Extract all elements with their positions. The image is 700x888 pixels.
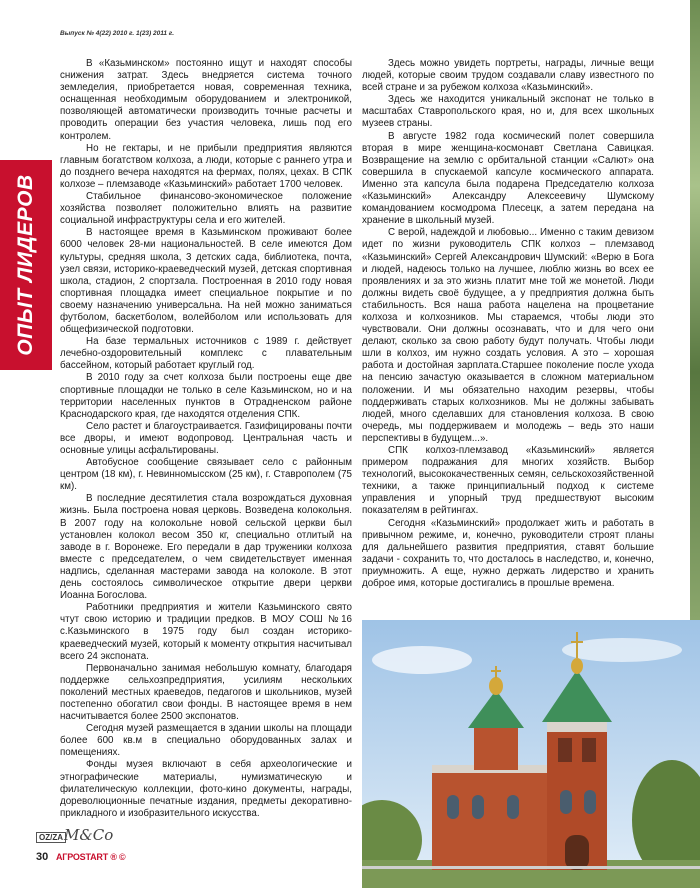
paragraph: Работники предприятия и жители Казьминского свято чтут свою историю и традиции предков. В МОУ СОШ №16 с.Казьминского в 1975 году был создан историко-краеведческий музей, который к моменту открытия насчитывал всего 24 экспоната. <box>60 602 352 662</box>
paragraph: Сегодня «Казьминский» продолжает жить и работать в привычном режиме, и, конечно, руководители строят планы для дальнейшего развития предприятия, ставят большие задачи - сохранить то, что досталось в наследство, и, конечно, приумножить. А еще, нужно держать лидерство и хранить доброе имя, которые достигались в прошлые времена. <box>362 517 654 590</box>
paragraph: Здесь же находится уникальный экспонат не только в масштабах Ставропольского края, но и, для всех школьных музеев страны. <box>362 94 654 130</box>
paragraph: С верой, надеждой и любовью... Именно с таким девизом идет по жизни руководитель СПК колхоз – племзавод «Казьминский» Сергей Александрович Шумский: «Верю в Бога и людей, надеюсь только на лучшее, люблю жизнь во всех ее проявлениях и за это жизнь платит мне той же монетой. Люди должны видеть своё будущее, а у предприятия должна быть стабильность. Вся наша работа нацелена на процветание колхоза и колхозников. Мы стараемся, чтобы люди это чувствовали. Они должны осознавать, что и для чего они делают, сколько за свою работу будут получать. Чтобы люди шли в колхоз, им нужно создать условия. А это – хорошая работа и достойная зарплата.Старшее поколение после ухода на пенсию зачастую оказывается в сложном материальном положении. И мы обязательно находим резервы, чтобы поддерживать старых колхозников. Мы не должны забывать людей, много сделавших для становления колхоза. В свою очередь, мы поддерживаем и молодежь – ведь это наши перспективы в будущем...». <box>362 227 654 444</box>
paragraph: Но не гектары, и не прибыли предприятия являются главным богатством колхоза, а люди, которые с раннего утра и до позднего вечера находятся на фермах, полях, цехах. В СПК колхозе – племзаводе «Казьминский» работает 1700 человек. <box>60 142 352 190</box>
section-label: ОПЫТ ЛИДЕРОВ <box>14 174 37 356</box>
paragraph: Стабильное финансово-экономическое положение хозяйства позволяет положительно влиять на развитие социальной инфраструктуры села и его жителей. <box>60 191 352 227</box>
paragraph: На базе термальных источников с 1989 г. действует лечебно-оздоровительный комплекс с плавательным бассейном, который работает круглый год. <box>60 336 352 372</box>
paragraph: В настоящее время в Казьминском проживают более 6000 человек 28-ми национальностей. В селе имеются Дом культуры, средняя школа, 3 детских сада, библиотека, почта, узел связи, историко-краеведческий музей, детская спортивная школа, стадион, 2 спортзала. Построенная в 2010 году новая спортивная площадка имеет специальное покрытие и по своему назначению универсальна. На ней можно заниматься футболом, баскетболом, волейболом или использовать для общефизической подготовки. <box>60 227 352 336</box>
paragraph: В августе 1982 года космический полет совершила вторая в мире женщина-космонавт Светлана Савицкая. Возвращение на землю с орбитальной станции «Салют» она совершила в спускаемой капсуле космического аппарата. Именно эта капсула была подарена Председателю колхоза «Казьминский» Александру Алексеевичу Шумскому командованием космодрома Плесецк, а затем передана на хранение в школьный музей. <box>362 130 654 227</box>
edge-photo-strip <box>690 0 700 620</box>
paragraph: СПК колхоз-племзавод «Казьминский» является примером подражания для многих хозяйств. Выбор технологий, высококачественных семян, сельскохозяйственной техники, а также принципиальный подход к системе управления и упорный труд предшествуют высоким показателям в рейтингах. <box>362 445 654 517</box>
paragraph: В последние десятилетия стала возрождаться духовная жизнь. Была построена новая церковь. Возведена колокольня. В 2007 году на колокольне новой сельской церкви был установлен колокол весом 350 кг, специально отлитый на заводе в г. Воронеже. Его передали в дар труженики колхоза вместе с председателем, о чем свидетельствует именная надпись, сделанная мастерами завода на колоколе. В этот день состоялось символическое открытие двери церкви Иоанна Богослова. <box>60 493 352 602</box>
issue-line: Выпуск № 4(22) 2010 г. 1(23) 2011 г. <box>60 30 174 37</box>
church-photo <box>362 620 700 888</box>
paragraph: Первоначально занимая небольшую комнату, благодаря поддержке сельхозпредприятия, усилиям нескольких поколений местных краеведов, педагогов и школьников, музей постепенно обогатил свои фонды. В настоящее время в нем насчитывается более 2500 экспонатов. <box>60 662 352 723</box>
agrostart-logo: АГРОSTART ® © <box>56 852 126 862</box>
paragraph: Сегодня музей размещается в здании школы на площади более 600 кв.м в специально оборудованных залах и помещениях. <box>60 723 352 759</box>
paragraph: Автобусное сообщение связывает село с районным центром (18 км), г. Невинномысском (25 км), г. Ставрополем (75 км). <box>60 457 352 493</box>
paragraph: Село растет и благоустраивается. Газифицированы почти все дворы, и имеют водопровод. Центральная часть и основные улицы асфальтированы. <box>60 420 352 456</box>
ozza-logo: OZ/ZA <box>36 832 66 843</box>
page-number: 30 <box>36 851 49 863</box>
paragraph: Здесь можно увидеть портреты, награды, личные вещи людей, которые своим трудом создавали славу известного по всей стране и за рубежом колхоза «Казьминский». <box>362 58 654 94</box>
paragraph: Фонды музея включают в себя археологические и этнографические материалы, нумизматическую и филателическую коллекции, фото-кино документы, награды, дореволюционные печатные издания, предметы декоративно-прикладного и изобразительного искусства. <box>60 759 352 819</box>
right-column <box>362 58 654 603</box>
left-column <box>60 58 352 828</box>
mco-logo: M&Co <box>64 826 114 844</box>
church-illustration <box>362 620 700 888</box>
paragraph: В «Казьминском» постоянно ищут и находят способы снижения затрат. Здесь внедряется система точного земледелия, приобретается новая, современная техника, оснащенная необходимым оборудованием и электроникой, позволяющей автоматически производить точные расчеты и проводить операции без участия человека, лишь под его контролем. <box>60 58 352 142</box>
paragraph: В 2010 году за счет колхоза были построены еще две спортивные площадки не только в селе Казьминском, но и на территории населенных пунктов в Отрадненском районе Краснодарского края, где находятся отделения СПК. <box>60 372 352 420</box>
